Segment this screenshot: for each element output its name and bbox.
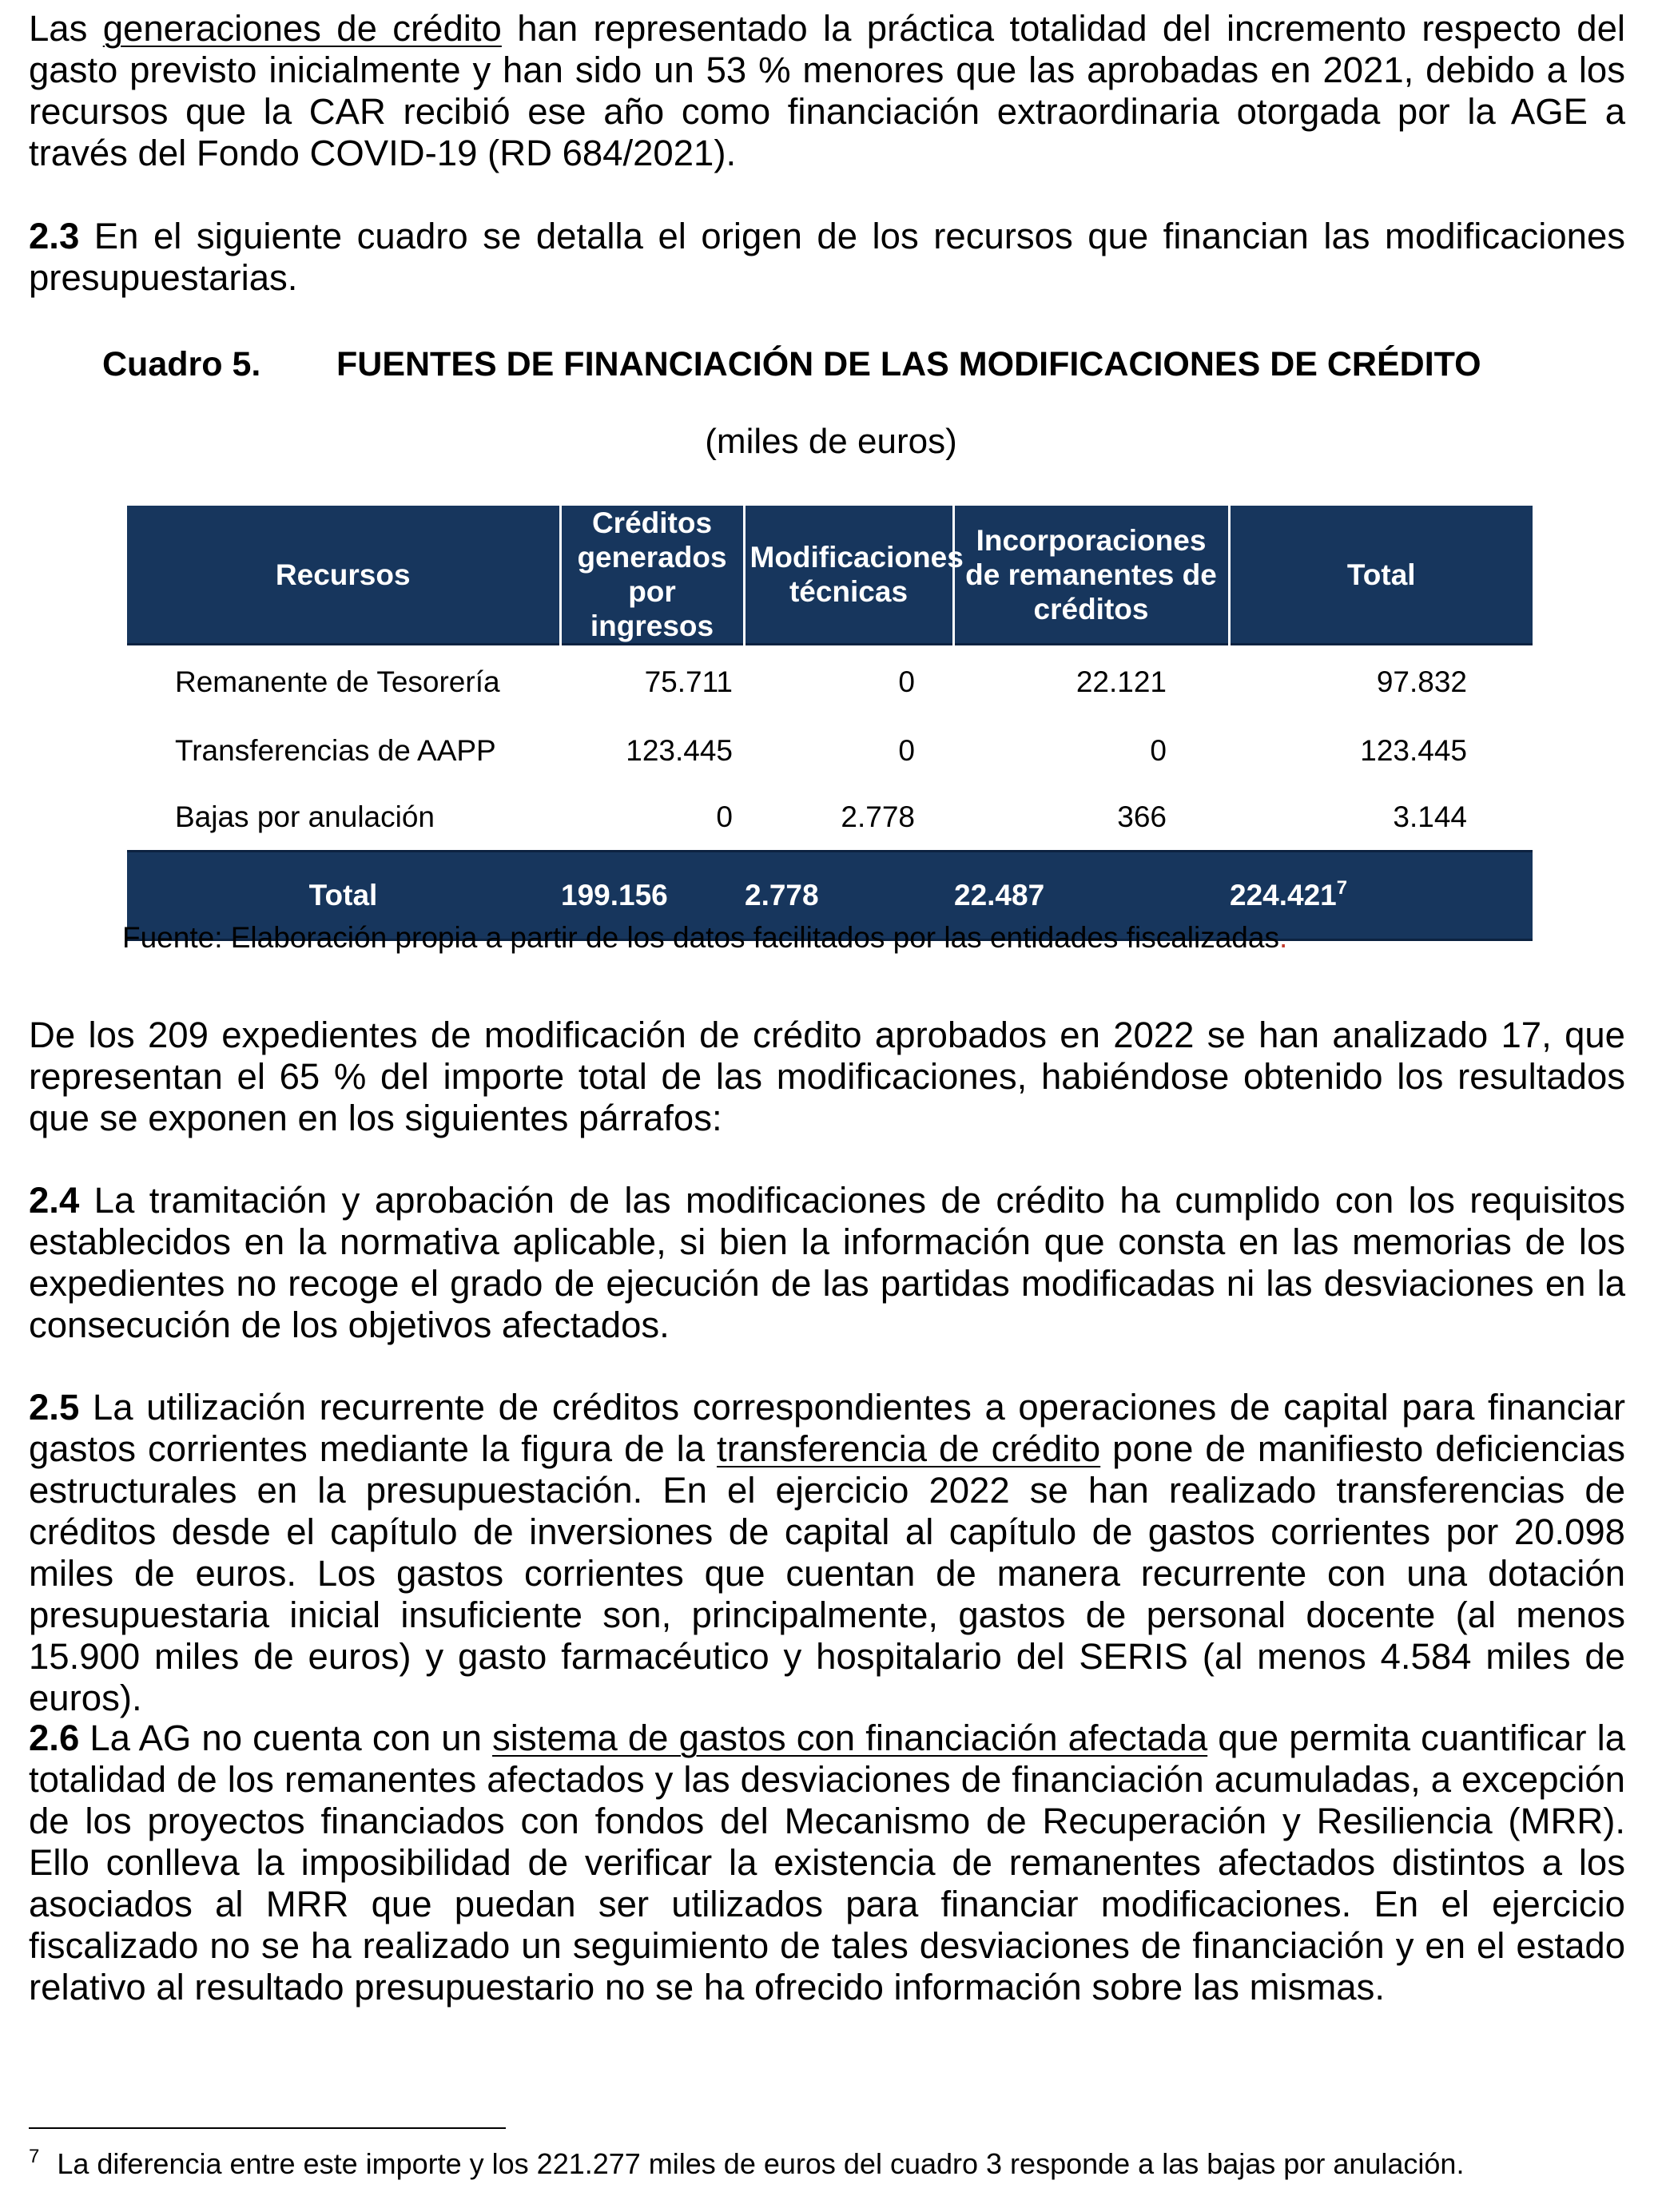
- paragraph-text: La tramitación y aprobación de las modificaciones de crédito ha cumplido con los requisitos establecidos en la normativa aplicable, si bien la información que consta en las memorias de los expedientes no recoge el grado de ejecución de las partidas modificadas ni las desviaciones en la consecución de los objetivos afectados.: [29, 1180, 1625, 1345]
- table-number: Cuadro 5.: [102, 345, 261, 383]
- footnote-text: La diferencia entre este importe y los 221.277 miles de euros del cuadro 3 responde a las bajas por anulación.: [57, 2147, 1465, 2180]
- row-label: Transferencias de AAPP: [175, 733, 496, 767]
- paragraph-number: 2.5: [29, 1387, 80, 1428]
- total-cell: 199.156: [560, 852, 744, 940]
- column-header-incorporaciones: Incorporaciones de remanentes de créditos: [953, 506, 1229, 645]
- row-label: Bajas por anulación: [175, 800, 435, 833]
- table-cell: 22.121: [1076, 665, 1167, 698]
- footnote: [29, 2146, 1464, 2181]
- table-cell: 0: [1150, 733, 1167, 767]
- paragraph-number: 2.3: [29, 216, 80, 256]
- table-cell: 3.144: [1393, 800, 1467, 833]
- column-header-recursos: Recursos: [127, 506, 560, 645]
- table-header-row: [127, 506, 1533, 645]
- table-units: (miles de euros): [705, 422, 957, 461]
- source-text: Fuente: Elaboración propia a partir de los datos facilitados por las entidades fiscalizadas: [122, 921, 1279, 954]
- table-cell: 366: [1117, 800, 1167, 833]
- financing-sources-table: [127, 506, 1533, 941]
- column-header-creditos-generados: Créditos generados por ingresos: [560, 506, 744, 645]
- paragraph-text: que permita cuantificar la totalidad de los remanentes afectados y las desviaciones de financiación acumuladas, a excepción de los proyectos financiados con fondos del Mecanismo de Recuperación y Resiliencia (MRR). Ello conlleva la imposibilidad de verificar la existencia de remanentes afectados distintos a los asociados al MRR que puedan ser utilizados para financiar modificaciones. En el ejercicio fiscalizado no se ha realizado un seguimiento de tales desviaciones de financiación y en el estado relativo al resultado presupuestario no se ha ofrecido información sobre las mismas.: [29, 1718, 1625, 2007]
- table-row: [127, 784, 1533, 852]
- total-label: Total: [127, 852, 560, 940]
- paragraph-2-4: [29, 1180, 1625, 1346]
- paragraph-text: En el siguiente cuadro se detalla el origen de los recursos que financian las modificaciones presupuestarias.: [29, 216, 1625, 298]
- paragraph-text: La utilización recurrente de créditos correspondientes a operaciones de capital para financiar gastos corrientes mediante la figura de la: [29, 1387, 1625, 1469]
- paragraph-text: La AG no cuenta con un: [79, 1718, 493, 1758]
- total-cell: 22.487: [953, 852, 1229, 940]
- table-title: FUENTES DE FINANCIACIÓN DE LAS MODIFICACIONES DE CRÉDITO: [336, 345, 1481, 383]
- paragraph-text: pone de manifiesto deficiencias estructurales en la presupuestación. En el ejercicio 2022 se han realizado transferencias de créditos desde el capítulo de inversiones de capital al capítulo de gastos corrientes por 20.098 miles de euros. Los gastos corrientes que cuentan de manera recurrente con una dotación presupuestaria inicial insuficiente son, principalmente, gastos de personal docente (al menos 15.900 miles de euros) y gasto farmacéutico y hospitalario del SERIS (al menos 4.584 miles de euros).: [29, 1428, 1626, 1718]
- paragraph-2-6: [29, 1718, 1625, 2008]
- table-cell: 0: [898, 665, 915, 698]
- table-cell: 123.445: [1360, 733, 1467, 767]
- total-cell: 2.778: [744, 852, 953, 940]
- paragraph-expedientes: [29, 1015, 1625, 1139]
- footnote-separator: [29, 2127, 506, 2129]
- table-caption: [102, 345, 1604, 384]
- table-cell: 2.778: [841, 800, 915, 833]
- paragraph-text: han representado la práctica totalidad del incremento respecto del gasto previsto inicialmente y han sido un 53 % menores que las aprobadas en 2021, debido a los recursos que la CAR recibió ese año como financiación extraordinaria otorgada por la AGE a través del Fondo COVID-19 (RD 684/2021).: [29, 8, 1625, 173]
- column-header-total: Total: [1229, 506, 1533, 645]
- table-row: [127, 645, 1533, 718]
- paragraph-text: De los 209 expedientes de modificación de crédito aprobados en 2022 se han analizado 17, que representan el 65 % del importe total de las modificaciones, habiéndose obtenido los resultados que se exponen en los siguientes párrafos:: [29, 1015, 1625, 1138]
- table-cell: 0: [898, 733, 915, 767]
- glossary-link-generaciones-de-credito[interactable]: generaciones de crédito: [102, 8, 502, 49]
- paragraph-generaciones: [29, 8, 1625, 174]
- footnote-mark: 7: [29, 2146, 40, 2167]
- column-header-modificaciones-tecnicas: Modificaciones técnicas: [744, 506, 953, 645]
- table-cell: 97.832: [1376, 665, 1467, 698]
- glossary-link-transferencia-de-credito[interactable]: transferencia de crédito: [717, 1428, 1101, 1469]
- table-source: [122, 921, 1287, 955]
- footnote-reference[interactable]: 7: [1336, 877, 1348, 899]
- paragraph-number: 2.4: [29, 1180, 80, 1221]
- grand-total-value: 224.421: [1230, 879, 1337, 911]
- table-cell: 123.445: [626, 733, 733, 767]
- source-period: .: [1278, 921, 1288, 954]
- glossary-link-sistema-gastos-financiacion-afectada[interactable]: sistema de gastos con financiación afectada: [492, 1718, 1208, 1758]
- table-cell: 75.711: [644, 665, 733, 698]
- paragraph-text: Las: [29, 8, 103, 49]
- paragraph-2-3: [29, 216, 1625, 299]
- paragraph-2-5: [29, 1387, 1625, 1719]
- table-cell: 0: [716, 800, 733, 833]
- table-row: [127, 717, 1533, 784]
- row-label: Remanente de Tesorería: [175, 665, 500, 698]
- paragraph-number: 2.6: [29, 1718, 80, 1758]
